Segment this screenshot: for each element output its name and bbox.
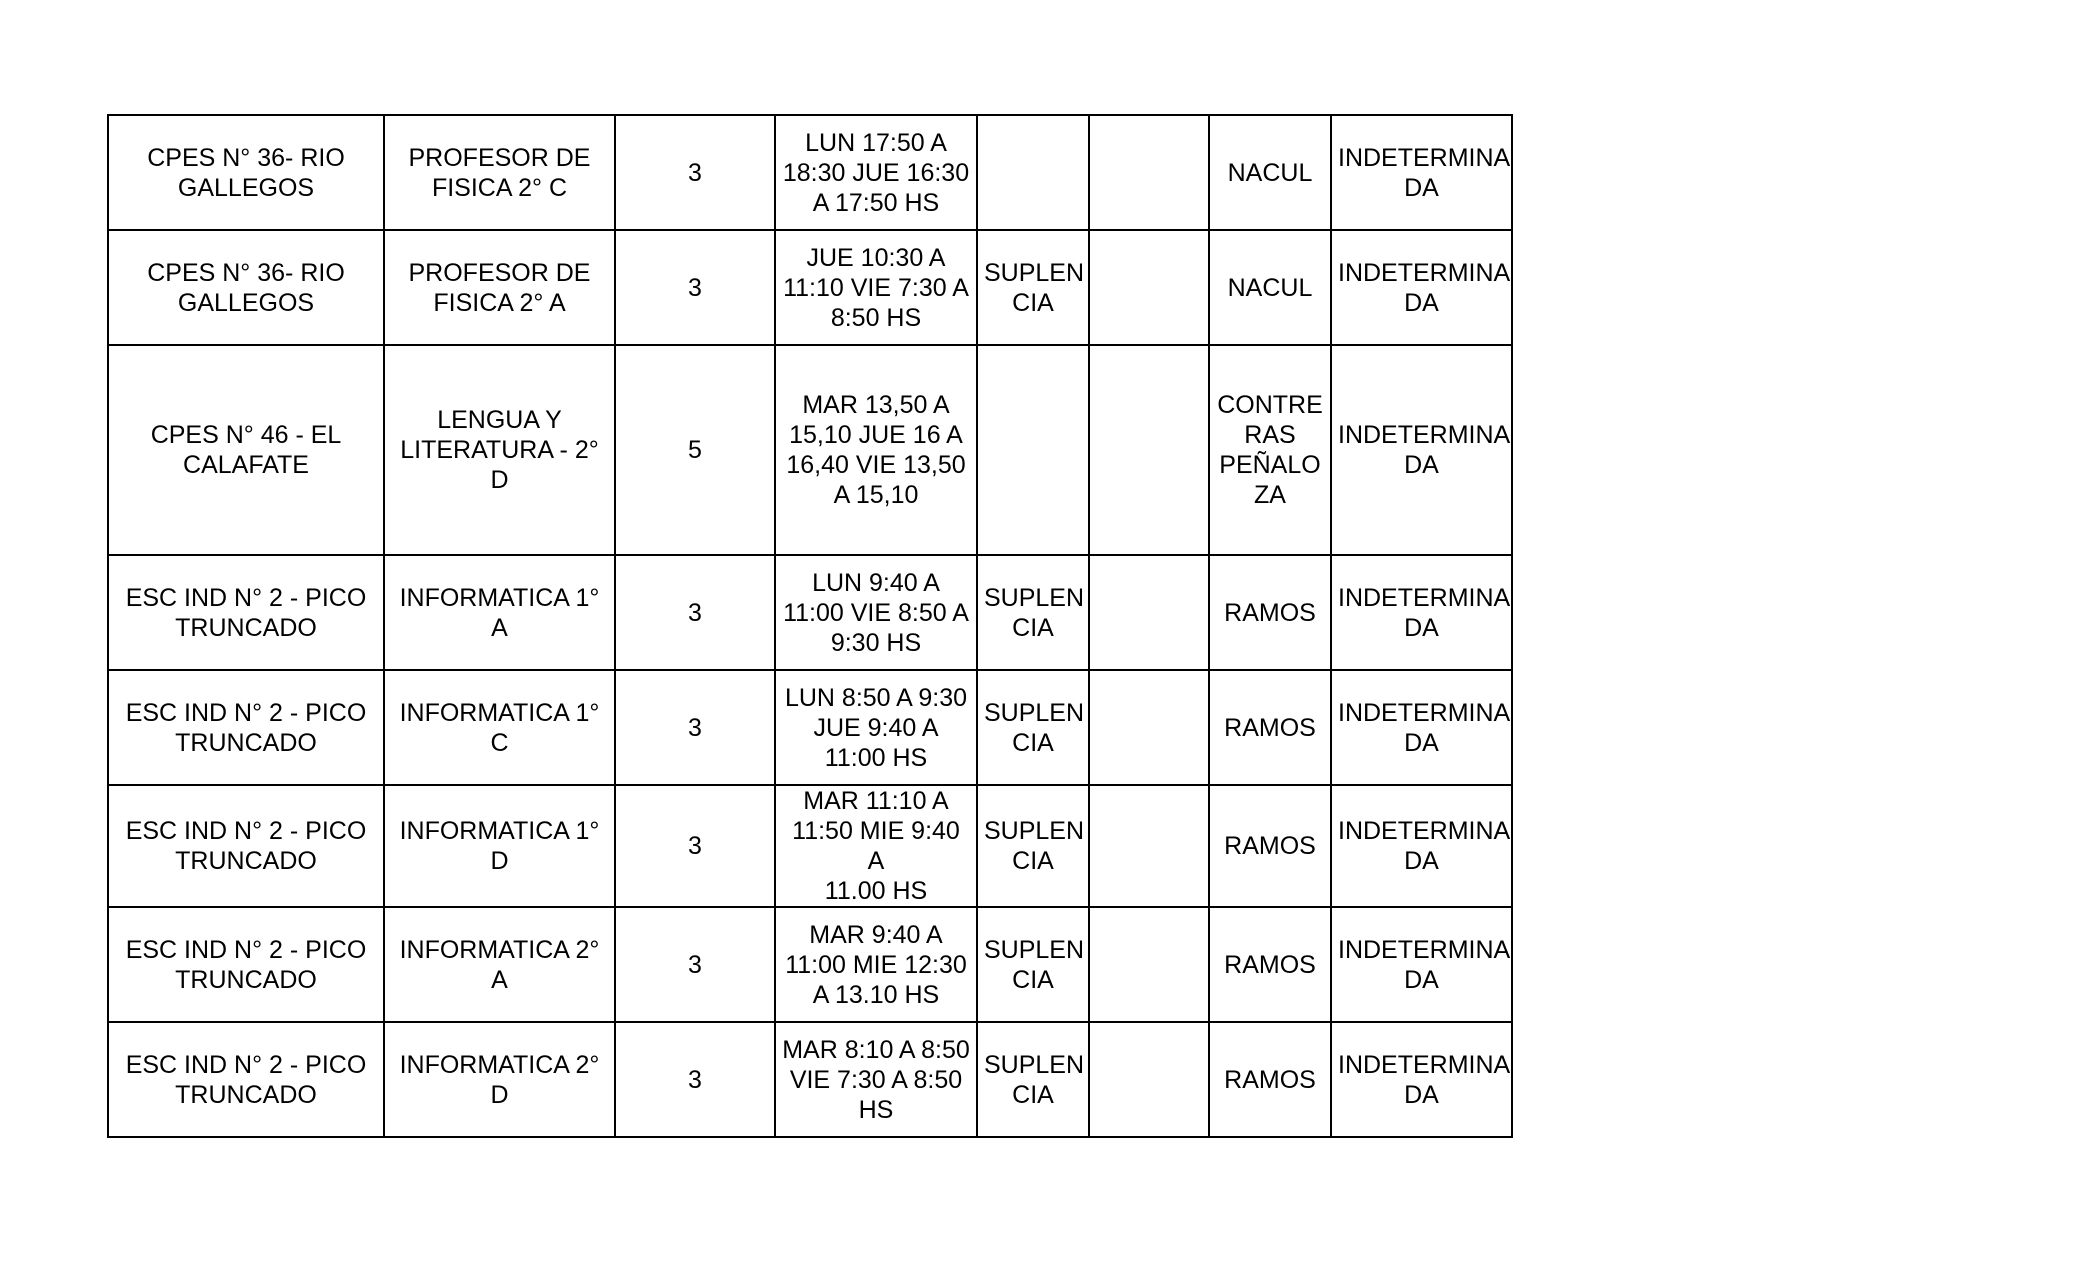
type-cell: SUPLEN CIA [977, 1022, 1089, 1137]
institution-cell: ESC IND N° 2 - PICO TRUNCADO [108, 555, 384, 670]
institution-cell: CPES N° 46 - EL CALAFATE [108, 345, 384, 555]
table-row [108, 555, 1512, 670]
schedule-cell: MAR 13,50 A 15,10 JUE 16 A 16,40 VIE 13,50 A 15,10 [775, 345, 977, 555]
hours-cell: 3 [615, 785, 775, 907]
teacher-cell: RAMOS [1209, 907, 1331, 1022]
table-row [108, 1022, 1512, 1137]
position-cell: INFORMATICA 2° D [384, 1022, 615, 1137]
hours-cell: 5 [615, 345, 775, 555]
type-cell: SUPLEN CIA [977, 907, 1089, 1022]
duration-cell: INDETERMINA DA [1331, 345, 1512, 555]
type-cell: SUPLEN CIA [977, 230, 1089, 345]
teacher-cell: RAMOS [1209, 670, 1331, 785]
schedule-cell: MAR 8:10 A 8:50 VIE 7:30 A 8:50 HS [775, 1022, 977, 1137]
extra-cell [1089, 1022, 1209, 1137]
extra-cell [1089, 345, 1209, 555]
table-row [108, 670, 1512, 785]
table-row [108, 230, 1512, 345]
schedule-cell: LUN 17:50 A 18:30 JUE 16:30 A 17:50 HS [775, 115, 977, 230]
table-row [108, 115, 1512, 230]
teacher-cell: RAMOS [1209, 785, 1331, 907]
extra-cell [1089, 230, 1209, 345]
schedule-cell: MAR 9:40 A 11:00 MIE 12:30 A 13.10 HS [775, 907, 977, 1022]
hours-cell: 3 [615, 670, 775, 785]
position-cell: INFORMATICA 2° A [384, 907, 615, 1022]
table-row [108, 785, 1512, 907]
position-cell: INFORMATICA 1° C [384, 670, 615, 785]
table-row [108, 907, 1512, 1022]
institution-cell: ESC IND N° 2 - PICO TRUNCADO [108, 670, 384, 785]
hours-cell: 3 [615, 555, 775, 670]
hours-cell: 3 [615, 907, 775, 1022]
institution-cell: ESC IND N° 2 - PICO TRUNCADO [108, 907, 384, 1022]
table-row [108, 345, 1512, 555]
extra-cell [1089, 785, 1209, 907]
extra-cell [1089, 115, 1209, 230]
teacher-cell: CONTRE RAS PEÑALO ZA [1209, 345, 1331, 555]
schedule-cell: LUN 9:40 A 11:00 VIE 8:50 A 9:30 HS [775, 555, 977, 670]
position-cell: PROFESOR DE FISICA 2° C [384, 115, 615, 230]
institution-cell: CPES N° 36- RIO GALLEGOS [108, 115, 384, 230]
teacher-cell: RAMOS [1209, 1022, 1331, 1137]
duration-cell: INDETERMINA DA [1331, 1022, 1512, 1137]
position-cell: LENGUA Y LITERATURA - 2° D [384, 345, 615, 555]
teacher-cell: NACUL [1209, 115, 1331, 230]
type-cell [977, 345, 1089, 555]
institution-cell: ESC IND N° 2 - PICO TRUNCADO [108, 1022, 384, 1137]
duration-cell: INDETERMINA DA [1331, 555, 1512, 670]
schedule-cell: JUE 10:30 A 11:10 VIE 7:30 A 8:50 HS [775, 230, 977, 345]
extra-cell [1089, 907, 1209, 1022]
position-cell: PROFESOR DE FISICA 2° A [384, 230, 615, 345]
position-cell: INFORMATICA 1° A [384, 555, 615, 670]
duration-cell: INDETERMINA DA [1331, 115, 1512, 230]
hours-cell: 3 [615, 115, 775, 230]
type-cell: SUPLEN CIA [977, 670, 1089, 785]
hours-cell: 3 [615, 1022, 775, 1137]
type-cell: SUPLEN CIA [977, 785, 1089, 907]
job-listing-table [107, 114, 1513, 1138]
teacher-cell: RAMOS [1209, 555, 1331, 670]
hours-cell: 3 [615, 230, 775, 345]
type-cell [977, 115, 1089, 230]
type-cell: SUPLEN CIA [977, 555, 1089, 670]
duration-cell: INDETERMINA DA [1331, 907, 1512, 1022]
schedule-cell: LUN 8:50 A 9:30 JUE 9:40 A 11:00 HS [775, 670, 977, 785]
position-cell: INFORMATICA 1° D [384, 785, 615, 907]
extra-cell [1089, 555, 1209, 670]
institution-cell: ESC IND N° 2 - PICO TRUNCADO [108, 785, 384, 907]
duration-cell: INDETERMINA DA [1331, 785, 1512, 907]
duration-cell: INDETERMINA DA [1331, 670, 1512, 785]
institution-cell: CPES N° 36- RIO GALLEGOS [108, 230, 384, 345]
teacher-cell: NACUL [1209, 230, 1331, 345]
schedule-cell: MAR 11:10 A 11:50 MIE 9:40 A 11.00 HS [775, 785, 977, 907]
duration-cell: INDETERMINA DA [1331, 230, 1512, 345]
extra-cell [1089, 670, 1209, 785]
